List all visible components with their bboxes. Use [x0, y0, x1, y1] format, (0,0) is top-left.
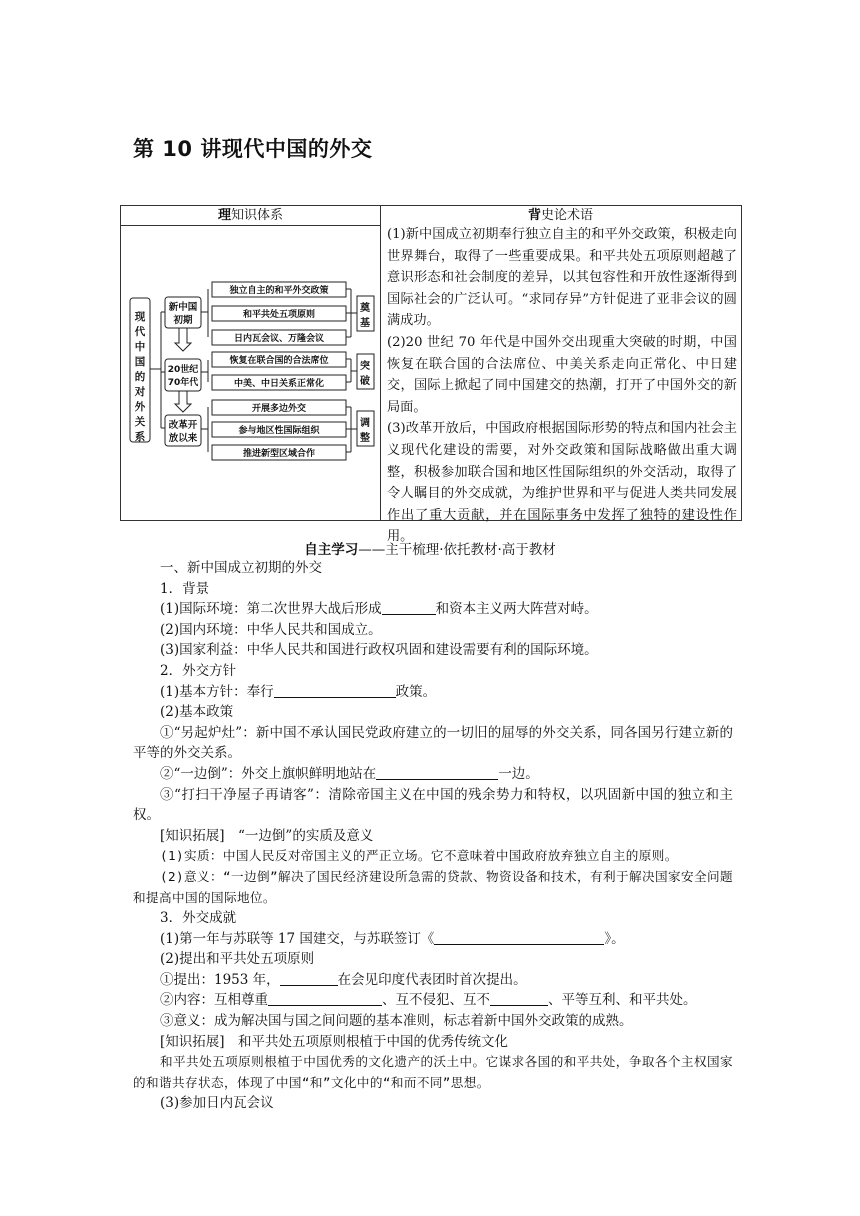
- heading-1: 一、新中国成立初期的外交: [160, 560, 322, 576]
- fill-blank[interactable]: [376, 765, 498, 780]
- root-char: 系: [134, 431, 146, 443]
- result-char: 奠: [360, 303, 370, 314]
- text-line: [133, 929, 733, 950]
- right-header-bold: 背: [527, 208, 541, 223]
- root-char: 的: [134, 371, 146, 383]
- text-span: 在会见印度代表团时首次提出。: [337, 971, 527, 988]
- text-span: 、互不侵犯、互不: [382, 992, 490, 1009]
- text-paragraph: ③“打扫干净屋子再请客”：清除帝国主义在中国的残余势力和特权，以巩固新中国的独立和主权。: [133, 786, 733, 824]
- text-line: (3)参加日内瓦会议: [160, 1095, 274, 1112]
- item-label: 中美、中日关系正常化: [233, 379, 325, 389]
- fill-blank[interactable]: [268, 991, 382, 1006]
- fill-blank[interactable]: [280, 971, 338, 986]
- terminology-paragraph: (2)20 世纪 70 年代是中国外交出现重大突破的时期，中国恢复在联合国的合法席位、中美关系走向正常化、中日建交，国际上掀起了同中国建交的热潮，打开了中国外交的新局面。: [387, 334, 737, 415]
- text-line: [133, 970, 733, 991]
- root-char: 中: [134, 341, 146, 353]
- stage-label: 新中国: [168, 302, 198, 313]
- text-line: (2)基本政策: [160, 704, 234, 721]
- arrow-down-2: [175, 391, 191, 412]
- knowledge-diagram: [121, 226, 380, 520]
- text-line: (3)国家利益：中华人民共和国进行政权巩固和建设需要有利的国际环境。: [160, 642, 598, 659]
- root-char: 现: [134, 311, 146, 323]
- text-span: 政策。: [395, 683, 437, 700]
- text-line: [133, 682, 733, 703]
- text-line: [133, 599, 733, 620]
- subheading: 2．外交方针: [160, 662, 237, 679]
- item-label: 推进新型区域合作: [242, 449, 316, 459]
- text-span: ①提出：1953 年，: [160, 971, 280, 988]
- result-char: 基: [360, 318, 370, 329]
- item-label: 日内瓦会议、万隆会议: [233, 334, 325, 344]
- right-header: [380, 206, 741, 225]
- text-span: (1)国际环境：第二次世界大战后形成: [160, 601, 382, 618]
- item-label: 恢复在联合国的合法席位: [229, 356, 329, 366]
- knowledge-extension-heading: [知识拓展] “一边倒”的实质及意义: [160, 827, 374, 844]
- stage-label: 70年代: [167, 378, 199, 388]
- knowledge-extension-text: 和平共处五项原则根植于中国优秀的文化遗产的沃土中。它谋求各国的和平共处，争取各个主权国家的和谐共存状态，体现了中国“和”文化中的“和而不同”思想。: [133, 1054, 733, 1090]
- section-heading-bold: 自主学习: [304, 542, 359, 558]
- fill-blank[interactable]: [490, 991, 548, 1006]
- fill-blank[interactable]: [274, 683, 396, 698]
- main-content: [133, 558, 733, 1114]
- terminology-paragraph: (1)新中国成立初期奉行独立自主的和平外交政策，积极走向世界舞台，取得了一些重要成果。和平共处五项原则超越了意识形态和社会制度的差异，以其包容性和开放性逐渐得到国际社会的广泛认可。“求同存异”方针促进了亚非会议的圆满成功。: [387, 227, 737, 329]
- text-line: [133, 764, 733, 785]
- fill-blank[interactable]: [382, 600, 436, 615]
- subheading: 3．外交成就: [160, 910, 237, 927]
- subheading: 1．背景: [160, 580, 210, 597]
- text-span: ②“一边倒”：外交上旗帜鲜明地站在: [160, 765, 377, 782]
- result-char: 调: [360, 418, 370, 429]
- column-divider: [380, 206, 381, 520]
- item-label: 和平共处五项原则: [242, 310, 316, 320]
- left-header-text: 知识体系: [231, 208, 284, 223]
- root-char: 关: [134, 416, 146, 428]
- text-span: 和资本主义两大阵营对峙。: [435, 601, 598, 618]
- text-span: (1)基本方针：奉行: [160, 683, 274, 700]
- root-char: 国: [134, 356, 146, 368]
- knowledge-table: [120, 205, 742, 545]
- section-heading: [0, 538, 860, 558]
- text-span: ②内容：互相尊重: [160, 992, 268, 1009]
- result-char: 整: [360, 433, 370, 444]
- result-char: 突: [360, 361, 370, 372]
- left-header: [121, 206, 380, 225]
- stage-label: 放以来: [168, 433, 198, 444]
- stage-label: 初期: [173, 315, 193, 326]
- stage-label: 改革开: [168, 420, 198, 431]
- text-paragraph: ①“另起炉灶”：新中国不承认国民党政府建立的一切旧的屈辱的外交关系，同各国另行建立新的平等的外交关系。: [133, 724, 733, 762]
- root-char: 对: [134, 386, 146, 398]
- text-line: (2)国内环境：中华人民共和国成立。: [160, 621, 382, 638]
- knowledge-extension-text: (2)意义：“一边倒”解决了国民经济建设所急需的贷款、物资设备和技术，有利于解决国家安全问题和提高中国的国际地位。: [133, 868, 733, 905]
- terminology-text: [387, 224, 737, 548]
- section-heading-text: ——主干梳理·依托教材·高于教材: [358, 542, 556, 558]
- text-line: [133, 990, 733, 1011]
- page-title: 第 10 讲现代中国的外交: [133, 137, 373, 161]
- root-char: 代: [134, 326, 146, 338]
- item-label: 开展多边外交: [251, 404, 307, 414]
- stage-label: 20世纪: [167, 365, 199, 375]
- result-char: 破: [360, 376, 370, 387]
- knowledge-extension-heading: [知识拓展] 和平共处五项原则根植于中国的优秀传统文化: [160, 1033, 509, 1050]
- left-header-bold: 理: [217, 208, 231, 223]
- text-span: 一边。: [498, 765, 539, 782]
- text-line: ③意义：成为解决国与国之间问题的基本准则，标志着新中国外交政策的成熟。: [160, 1013, 633, 1030]
- text-span: 、平等互利、和平共处。: [548, 992, 697, 1009]
- fill-blank[interactable]: [434, 930, 604, 945]
- root-char: 外: [134, 401, 146, 413]
- knowledge-extension-text: (1)实质：中国人民反对帝国主义的严正立场。它不意味着中国政府放弃独立自主的原则。: [160, 848, 678, 864]
- text-line: (2)提出和平共处五项原则: [160, 951, 315, 968]
- terminology-paragraph: (3)改革开放后，中国政府根据国际形势的特点和国内社会主义现代化建设的需要，对外交政策和国际战略做出重大调整，积极参加联合国和地区性国际组织的外交活动，取得了令人瞩目的外交成就，为维护世界和平与促进人类共同发展作出了重大贡献，并在国际事务中发挥了独特的建设性作用。: [387, 421, 737, 545]
- item-label: 独立自主的和平外交政策: [229, 286, 329, 296]
- item-label: 参与地区性国际组织: [238, 426, 320, 436]
- arrow-down-1: [175, 328, 191, 351]
- text-span: 》。: [604, 930, 625, 947]
- right-header-text: 史论术语: [541, 208, 594, 223]
- text-span: (1)第一年与苏联等 17 国建交，与苏联签订《: [160, 930, 435, 947]
